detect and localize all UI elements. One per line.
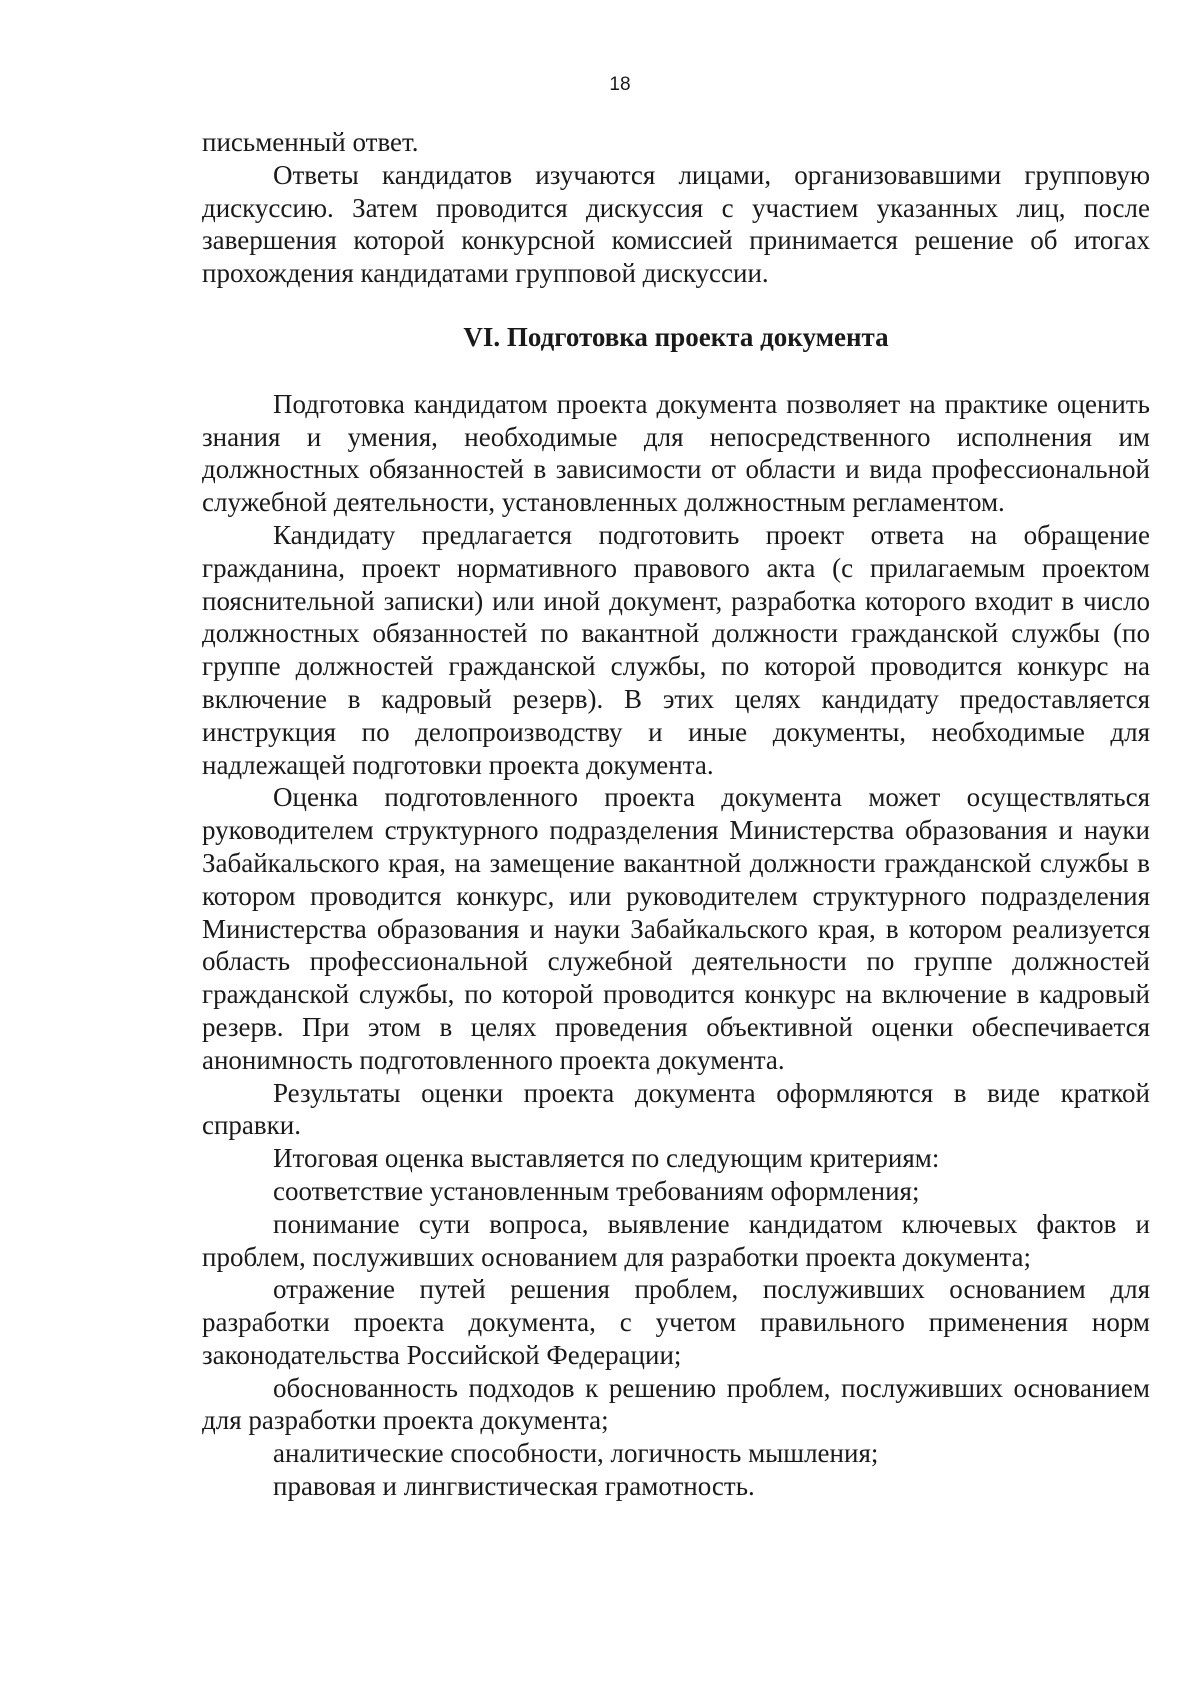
criteria-item: правовая и лингвистическая грамотность. [273, 1471, 755, 1502]
document-body [202, 126, 1150, 1503]
paragraph: Кандидату предлагается подготовить проект ответа на обращение гражданина, проект нормативного правового акта (с прилагаемым проектом пояснительной записки) или иной документ, разработка которого входит в число должностных обязанностей по вакантной должности гражданской службы (по группе должностей гражданской службы, по которой проводится конкурс на включение в кадровый резерв). В этих целях кандидату предоставляется инструкция по делопроизводству и иные документы, необходимые для надлежащей подготовки проекта документа. [202, 519, 1150, 780]
criteria-item: понимание сути вопроса, выявление кандидатом ключевых фактов и проблем, послуживших основанием для разработки проекта документа; [202, 1208, 1150, 1272]
paragraph: Оценка подготовленного проекта документа может осуществляться руководителем структурного подразделения Министерства образования и науки Забайкальского края, на замещение вакантной должности гражданской службы в котором проводится конкурс, или руководителем структурного подразделения Министерства образования и науки Забайкальского края, в котором реализуется область профессиональной служебной деятельности по группе должностей гражданской службы, по которой проводится конкурс на включение в кадровый резерв. При этом в целях проведения объективной оценки обеспечивается анонимность подготовленного проекта документа. [202, 782, 1150, 1075]
paragraph: Результаты оценки проекта документа оформляются в виде краткой справки. [202, 1077, 1150, 1141]
criteria-item: обоснованность подходов к решению проблем, послуживших основанием для разработки проекта документа; [202, 1372, 1150, 1436]
paragraph: Итоговая оценка выставляется по следующим критериям: [273, 1143, 940, 1174]
paragraph-continuation: письменный ответ. [202, 127, 419, 157]
paragraph: Ответы кандидатов изучаются лицами, организовавшими групповую дискуссию. Затем проводится дискуссия с участием указанных лиц, после завершения которой конкурсной комиссией принимается решение об итогах прохождения кандидатами групповой дискуссии. [202, 159, 1150, 289]
criteria-item: аналитические способности, логичность мышления; [273, 1438, 879, 1469]
section-heading: VI. Подготовка проекта документа [463, 321, 889, 352]
criteria-item: отражение путей решения проблем, послуживших основанием для разработки проекта документа, с учетом правильного применения норм законодательства Российской Федерации; [202, 1274, 1150, 1370]
page-number: 18 [609, 74, 631, 95]
paragraph: Подготовка кандидатом проекта документа позволяет на практике оценить знания и умения, необходимые для непосредственного исполнения им должностных обязанностей в зависимости от области и вида профессиональной служебной деятельности, установленных должностным регламентом. [202, 388, 1150, 518]
criteria-item: соответствие установленным требованиям оформления; [273, 1175, 920, 1206]
